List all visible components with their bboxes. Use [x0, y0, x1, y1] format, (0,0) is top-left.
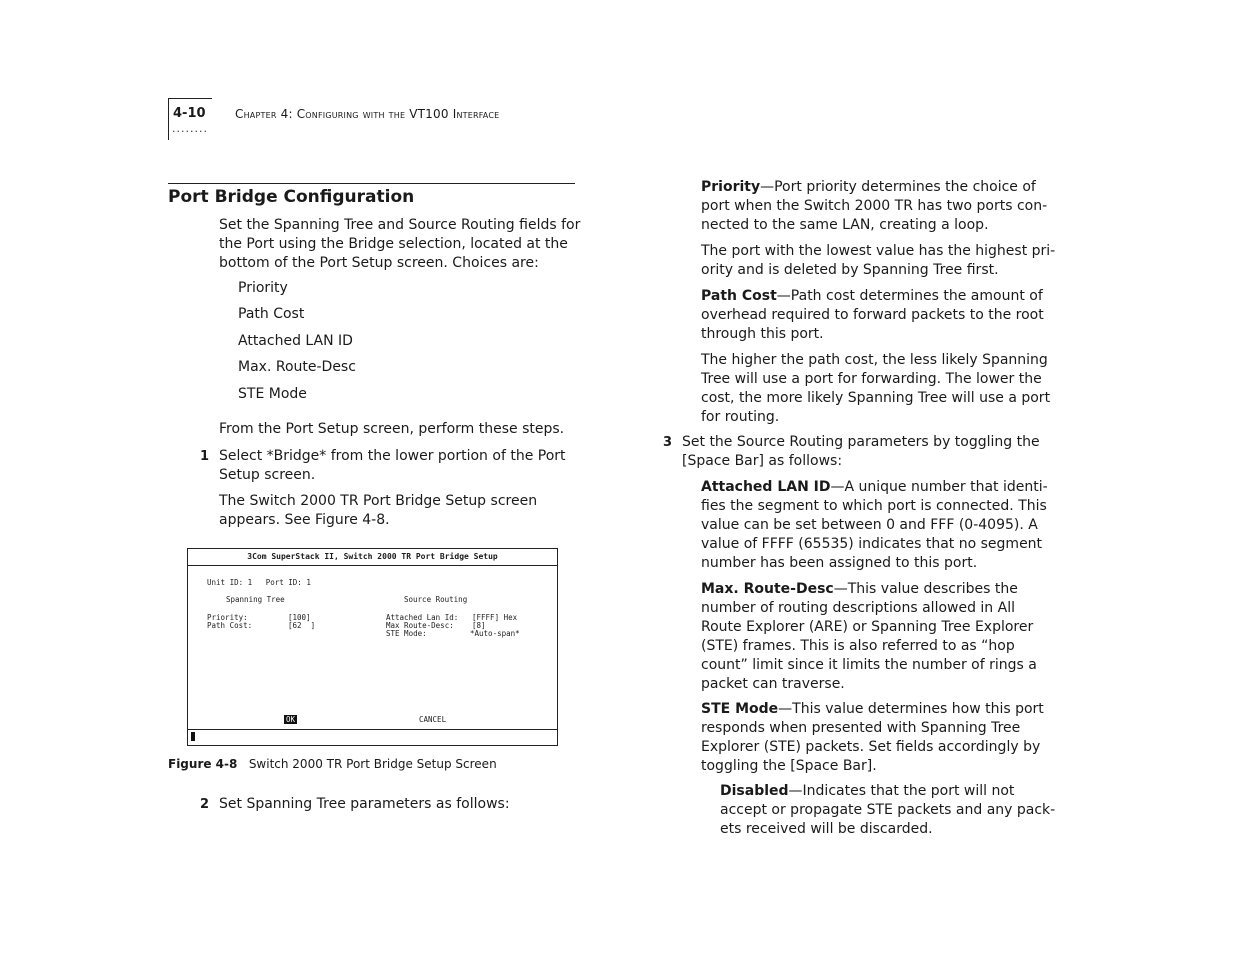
step3-line: Set the Source Routing parameters by toggling the [682, 434, 1040, 450]
lan-id-desc-line: —A unique number that identi- [830, 479, 1048, 495]
priority-desc-line: port when the Switch 2000 TR has two ports con- [701, 198, 1048, 214]
priority-definition [701, 178, 1047, 235]
path-cost-label: Path Cost: [207, 621, 253, 630]
ste-mode-definition [701, 700, 1044, 776]
disabled-desc-line: accept or propagate STE packets and any pack- [720, 802, 1056, 818]
max-route-desc-line: (STE) frames. This is also referred to as “hop [701, 638, 1015, 654]
step3-line: [Space Bar] as follows: [682, 453, 843, 469]
ste-mode-field[interactable]: *Auto-span* [470, 629, 520, 638]
priority-desc-line: nected to the same LAN, creating a loop. [701, 217, 989, 233]
priority-label: Priority: [207, 613, 248, 622]
priority-desc-line: —Port priority determines the choice of [760, 179, 1036, 195]
source-routing-heading: Source Routing [404, 595, 468, 604]
path-cost-definition [701, 287, 1044, 344]
intro-line: the Port using the Bridge selection, located at the [219, 236, 568, 252]
step1-note-line: The Switch 2000 TR Port Bridge Setup screen [219, 493, 538, 509]
lan-id-definition [701, 478, 1048, 573]
ste-mode-desc-line: —This value determines how this port [778, 701, 1044, 717]
lan-id-desc-line: value can be set between 0 and FFF (0-4095). A [701, 517, 1038, 533]
cancel-button[interactable]: CANCEL [419, 715, 447, 724]
header-dots: ........ [172, 122, 208, 135]
path-cost-note-line: for routing. [701, 409, 780, 425]
path-cost-note-line: Tree will use a port for forwarding. The lower the [701, 371, 1042, 387]
intro-paragraph [219, 216, 580, 273]
header-rule-vertical [168, 98, 169, 140]
disabled-definition [720, 782, 1055, 839]
path-cost-note-line: cost, the more likely Spanning Tree will use a port [701, 390, 1051, 406]
lan-id-label: Attached Lan Id: [386, 613, 459, 622]
caption-label: Figure 4-8 [168, 757, 238, 771]
lan-id-field[interactable]: [FFFF] Hex [472, 613, 518, 622]
disabled-desc-line: ets received will be discarded. [720, 821, 933, 837]
max-route-field[interactable]: [8] [472, 621, 486, 630]
intro-line: bottom of the Port Setup screen. Choices are: [219, 255, 539, 271]
step-number: 3 [663, 435, 673, 450]
max-route-definition [701, 580, 1037, 694]
choice-item: Priority [238, 280, 288, 296]
max-route-desc-line: count” limit since it limits the number of rings a [701, 657, 1037, 673]
choice-item: STE Mode [238, 386, 307, 402]
steps-intro: From the Port Setup screen, perform these steps. [219, 421, 565, 437]
max-route-desc-line: packet can traverse. [701, 676, 845, 692]
lan-id-term: Attached LAN ID [701, 479, 831, 495]
ok-button[interactable] [284, 715, 297, 724]
step1-note [219, 492, 537, 530]
section-rule [168, 183, 575, 184]
disabled-desc-line: —Indicates that the port will not [788, 783, 1015, 799]
step-number: 2 [200, 797, 210, 812]
path-cost-note-line: The higher the path cost, the less likely Spanning [701, 352, 1048, 368]
max-route-desc-line: Route Explorer (ARE) or Spanning Tree Explorer [701, 619, 1034, 635]
ste-mode-desc-line: responds when presented with Spanning Tree [701, 720, 1021, 736]
path-cost-desc-line: through this port. [701, 326, 824, 342]
ste-mode-desc-line: Explorer (STE) packets. Set fields accordingly by [701, 739, 1041, 755]
page-number: 4-10 [173, 106, 206, 121]
running-head: Chapter 4: Configuring with the VT100 Interface [235, 107, 500, 121]
step3-text [682, 433, 1040, 471]
step1-line: Setup screen. [219, 467, 316, 483]
header-rule-horizontal [168, 98, 212, 99]
path-cost-note [701, 351, 1050, 427]
step2-text: Set Spanning Tree parameters as follows: [219, 796, 510, 812]
path-cost-desc-line: —Path cost determines the amount of [776, 288, 1043, 304]
priority-note-line: The port with the lowest value has the highest pri- [701, 243, 1056, 259]
priority-field[interactable]: [100] [288, 613, 311, 622]
priority-term: Priority [701, 179, 761, 195]
disabled-term: Disabled [720, 783, 789, 799]
max-route-desc-line: number of routing descriptions allowed in All [701, 600, 1015, 616]
intro-line: Set the Spanning Tree and Source Routing fields for [219, 217, 581, 233]
ste-mode-term: STE Mode [701, 701, 779, 717]
spanning-tree-heading: Spanning Tree [226, 595, 285, 604]
section-title: Port Bridge Configuration [168, 187, 415, 207]
path-cost-field[interactable]: [62 ] [288, 621, 316, 630]
priority-note-line: ority and is deleted by Spanning Tree first. [701, 262, 999, 278]
max-route-desc-line: —This value describes the [833, 581, 1018, 597]
path-cost-term: Path Cost [701, 288, 777, 304]
screen-bottom-rule [188, 729, 557, 730]
caption-text: Switch 2000 TR Port Bridge Setup Screen [248, 757, 497, 771]
step1-line: Select *Bridge* from the lower portion of the Port [219, 448, 566, 464]
choice-item: Max. Route-Desc [238, 359, 356, 375]
choice-item: Attached LAN ID [238, 333, 353, 349]
step1-note-line: appears. See Figure 4-8. [219, 512, 390, 528]
lan-id-desc-line: fies the segment to which port is connected. This [701, 498, 1047, 514]
figure-caption [168, 757, 497, 771]
terminal-screen-figure [187, 548, 558, 746]
step-number: 1 [200, 449, 210, 464]
screen-title: 3Com SuperStack II, Switch 2000 TR Port Bridge Setup [188, 549, 557, 566]
ste-mode-label: STE Mode: [386, 629, 427, 638]
lan-id-desc-line: value of FFFF (65535) indicates that no segment [701, 536, 1043, 552]
max-route-term: Max. Route-Desc [701, 581, 834, 597]
lan-id-desc-line: number has been assigned to this port. [701, 555, 978, 571]
max-route-label: Max Route-Desc: [386, 621, 454, 630]
terminal-cursor [191, 732, 195, 741]
choice-item: Path Cost [238, 306, 305, 322]
step1-text [219, 447, 566, 485]
ste-mode-desc-line: toggling the [Space Bar]. [701, 758, 877, 774]
unit-port-line: Unit ID: 1 Port ID: 1 [207, 578, 311, 587]
path-cost-desc-line: overhead required to forward packets to the root [701, 307, 1044, 323]
priority-note [701, 242, 1055, 280]
ok-button-label: OK [286, 715, 296, 724]
